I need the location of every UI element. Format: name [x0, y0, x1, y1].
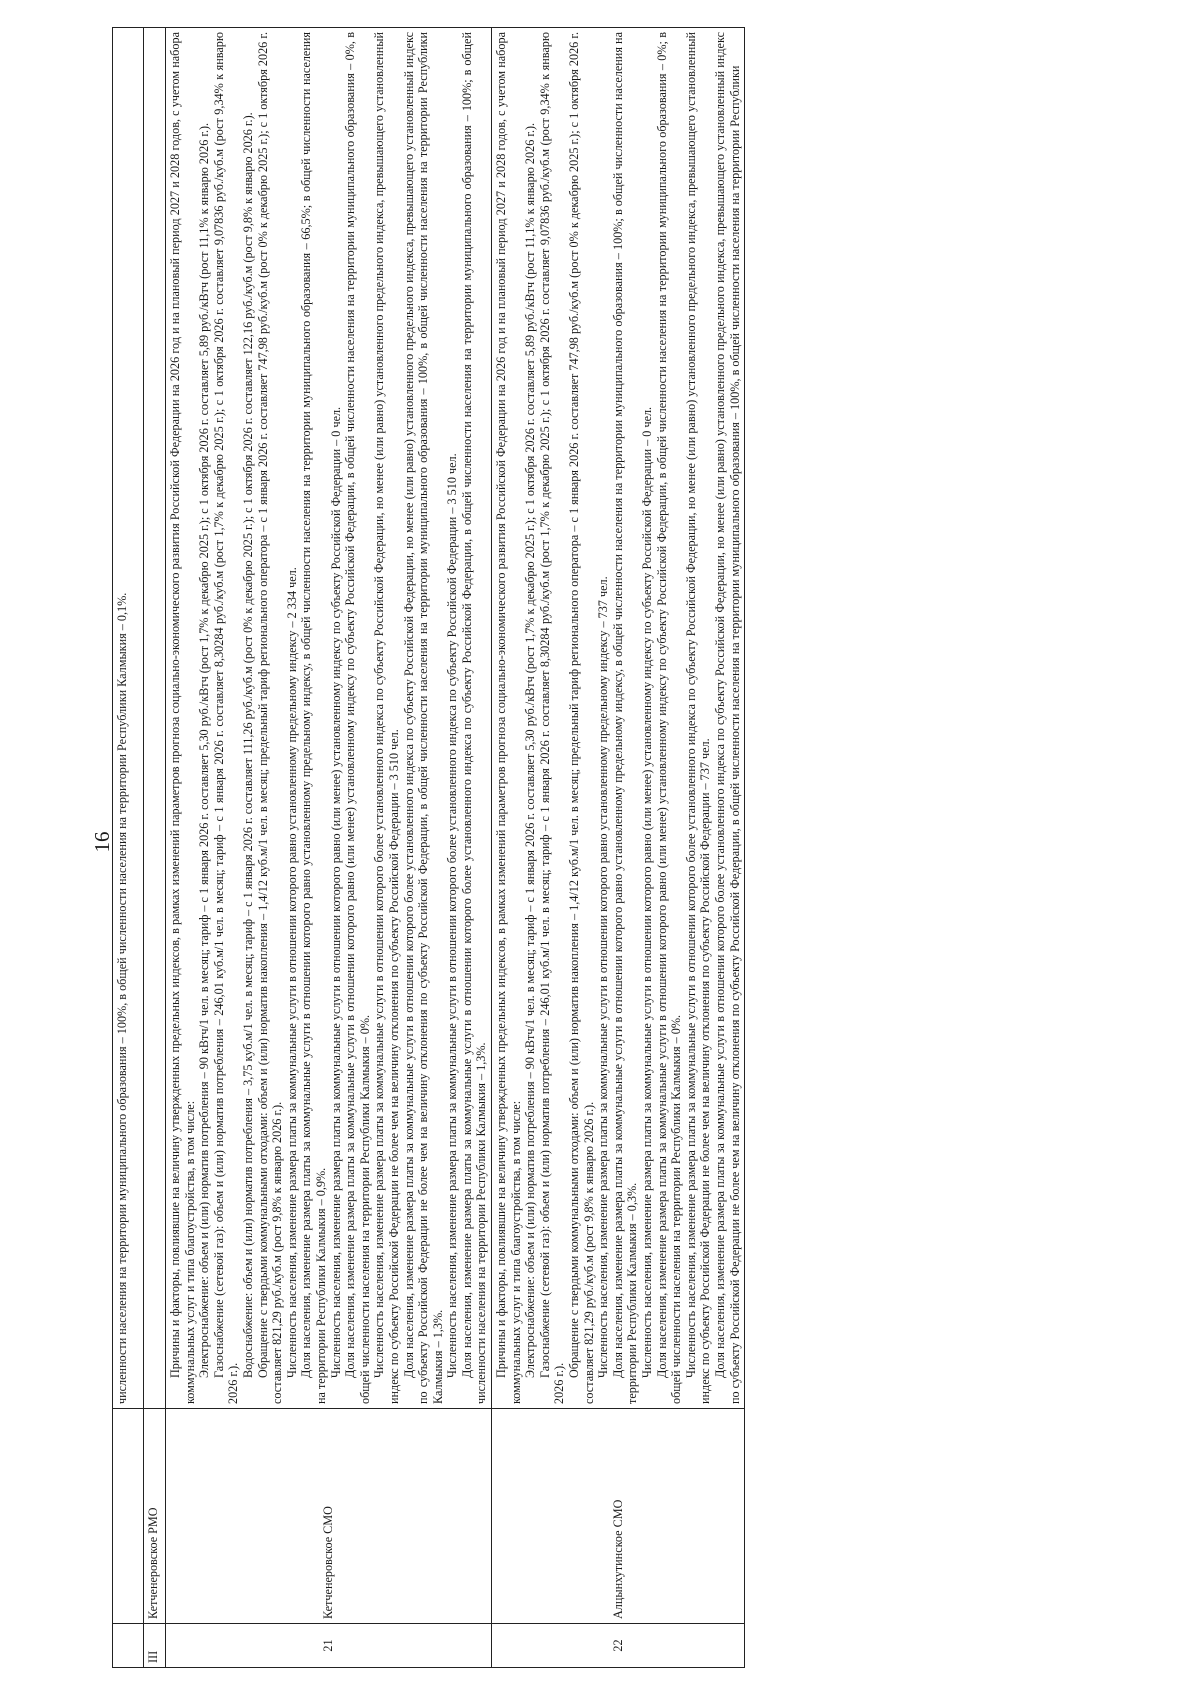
paragraph: Электроснабжение: объем и (или) норматив потребления – 90 кВтч/1 чел. в месяц; тариф – с 1 января 2026 г. составляет 5,30 руб./кВтч (рост 1,7% к декабрю 2025 г.); с 1 октября 2026 г. составляет 5,89 руб./кВтч (рост 11,1% к январю 2026 г.).: [523, 122, 538, 1378]
entry-description: [166, 28, 492, 1409]
paragraph: Численность населения, изменение размера платы за коммунальные услуги в отношении которого более установленного индекса по субъекту Российской Федерации, но менее (или равно) установленного предельного индекса, превышающего установленный индекс по субъекту Российской Федерации не более чем на величину отклонения по субъекту Российской Федерации – 3 510 чел.: [372, 32, 401, 1404]
paragraph: Газоснабжение (сетевой газ): объем и (или) норматив потребления – 246,01 куб.м/1 чел. в месяц; тариф – с 1 января 2026 г. составляет 8,30284 руб./куб.м (рост 1,7% к декабрю 2025 г.); с 1 октября 2026 г. составляет 9,07836 руб./куб.м (рост 9,34% к январю 2026 г.).: [537, 32, 567, 1404]
paragraph: Доля населения, изменение размера платы за коммунальные услуги в отношении которого равно установленному предельному индексу, в общей численности населения на территории муниципального образования – 100%; в общей численности населения на территории Республики Калмыкия – 0,3%.: [610, 32, 640, 1404]
section-empty-cell: [144, 28, 166, 1409]
paragraph: Доля населения, изменение размера платы за коммунальные услуги в отношении которого более установленного индекса по субъекту Российской Федерации, но менее (или равно) установленного предельного индекса, превышающего установленный индекс по субъекту Российской Федерации не более чем на величину отклонения по субъекту Российской Федерации, в общей численности населения на территории муниципального образования – 100%, в общей численности населения на территории Республики Калмыкия – 1,3%.: [401, 32, 445, 1404]
entry-row-21: [166, 28, 492, 1668]
document-table: [112, 27, 745, 1668]
paragraph: Численность населения, изменение размера платы за коммунальные услуги в отношении которого более установленного индекса по субъекту Российской Федерации – 3 510 чел.: [445, 453, 460, 1378]
entry-name: Алцынхутинское СМО: [492, 1409, 745, 1624]
paragraph: Причины и факторы, повлиявшие на величину утвержденных предельных индексов, в рамках изменений параметров прогноза социально-экономического развития Российской Федерации на 2026 год и на плановый период 2027 и 2028 годов, с учетом набора коммунальных услуг и типа благоустройства, в том числе:: [494, 32, 523, 1404]
paragraph: Доля населения, изменение размера платы за коммунальные услуги в отношении которого равно (или менее) установленному индексу по субъекту Российской Федерации, в общей численности населения на территории муниципального образования – 0%; в общей численности населения на территории Республики Калмыкия – 0%.: [654, 32, 684, 1404]
paragraph: Доля населения, изменение размера платы за коммунальные услуги в отношении которого равно (или менее) установленному индексу по субъекту Российской Федерации, в общей численности населения на территории муниципального образования – 0%, в общей численности населения на территории Республики Калмыкия – 0%.: [343, 32, 372, 1404]
page-number: 16: [90, 831, 114, 853]
paragraph: Численность населения, изменение размера платы за коммунальные услуги в отношении которого равно (или менее) установленному индексу по субъекту Российской Федерации – 0 чел.: [640, 406, 654, 1378]
paragraph: Водоснабжение: объем и (или) норматив потребления – 3,75 куб.м/1 чел. в месяц; тариф – с 1 января 2026 г. составляет 111,26 руб./куб.м (рост 0% к декабрю 2025 г.); с 1 октября 2026 г. составляет 122,16 руб./куб.м (рост 9,8% к январю 2026 г.).: [240, 112, 255, 1378]
paragraph: Электроснабжение: объем и (или) норматив потребления – 90 кВтч/1 чел. в месяц; тариф – с 1 января 2026 г. составляет 5,30 руб./кВтч (рост 1,7% к декабрю 2025 г.); с 1 октября 2026 г. составляет 5,89 руб./кВтч (рост 11,1% к январю 2026 г.).: [197, 122, 212, 1378]
entry-row-22: [492, 28, 745, 1668]
paragraph: Доля населения, изменение размера платы за коммунальные услуги в отношении которого равно установленному предельному индексу, в общей численности населения на территории муниципального образования – 66,5%; в общей численности населения на территории Республики Калмыкия – 0,9%.: [299, 32, 328, 1404]
paragraph: Обращение с твердыми коммунальными отходами: объем и (или) норматив накопления – 1,4/12 куб.м/1 чел. в месяц; предельный тариф регионального оператора – с 1 января 2026 г. составляет 747,98 руб./куб.м (рост 0% к декабрю 2025 г.); с 1 октября 2026 г. составляет 821,29 руб./куб.м (рост 9,8% к январю 2026 г.).: [567, 32, 596, 1404]
paragraph: Причины и факторы, повлиявшие на величину утвержденных предельных индексов, в рамках изменений параметров прогноза социально-экономического развития Российской Федерации на 2026 год и на плановый период 2027 и 2028 годов, с учетом набора коммунальных услуг и типа благоустройства, в том числе:: [168, 32, 197, 1404]
paragraph: Обращение с твердыми коммунальными отходами: объем и (или) норматив накопления – 1,4/12 куб.м/1 чел. в месяц; предельный тариф регионального оператора – с 1 января 2026 г. составляет 747,98 руб./куб.м (рост 0% к декабрю 2025 г.); с 1 октября 2026 г. составляет 821,29 руб./куб.м (рост 9,8% к январю 2026 г.).: [255, 32, 285, 1404]
section-roman: III: [144, 1624, 166, 1668]
entry-number: 21: [166, 1624, 492, 1668]
paragraph: Газоснабжение (сетевой газ): объем и (или) норматив потребления – 246,01 куб.м/1 чел. в месяц; тариф – с 1 января 2026 г. составляет 8,30284 руб./куб.м (рост 1,7% к декабрю 2025 г.); с 1 октября 2026 г. составляет 9,07836 руб./куб.м (рост 9,34% к январю 2026 г.).: [211, 32, 241, 1404]
entry-number: 22: [492, 1624, 745, 1668]
paragraph: Численность населения, изменение размера платы за коммунальные услуги в отношении которого равно (или менее) установленному индексу по субъекту Российской Федерации – 0 чел.: [328, 406, 343, 1378]
continuation-text: численности населения на территории муниципального образования – 100%, в общей численности населения на территории Республики Калмыкия – 0,1%.: [113, 28, 144, 1409]
paragraph: Доля населения, изменение размера платы за коммунальные услуги в отношении которого более установленного индекса по субъекту Российской Федерации, но менее (или равно) установленного предельного индекса, превышающего установленный индекс по субъекту Российской Федерации не более чем на величину отклонения по субъекту Российской Федерации, в общей численности населения на территории муниципального образования – 100%, в общей численности населения на территории Республики: [712, 32, 742, 1404]
paragraph: Численность населения, изменение размера платы за коммунальные услуги в отношении которого равно установленному предельному индексу – 2 334 чел.: [284, 567, 299, 1378]
continuation-name-cell: [113, 1409, 144, 1624]
continuation-num-cell: [113, 1624, 144, 1668]
section-row: [144, 28, 166, 1668]
paragraph: Численность населения, изменение размера платы за коммунальные услуги в отношении которого равно установленному предельному индексу – 737 чел.: [596, 576, 611, 1378]
continuation-row: [113, 28, 144, 1668]
entry-description: [492, 28, 745, 1409]
paragraph: Доля населения, изменение размера платы за коммунальные услуги в отношении которого более установленного индекса по субъекту Российской Федерации, в общей численности населения на территории муниципального образования – 100%; в общей численности населения на территории Республики Калмыкия – 1,3%.: [459, 32, 489, 1404]
paragraph: Численность населения, изменение размера платы за коммунальные услуги в отношении которого более установленного индекса по субъекту Российской Федерации, но менее (или равно) установленного предельного индекса, превышающего установленный индекс по субъекту Российской Федерации не более чем на величину отклонения по субъекту Российской Федерации – 737 чел.: [683, 32, 713, 1404]
section-title: Кетченеровское РМО: [144, 1409, 166, 1624]
entry-name: Кетченеровское СМО: [166, 1409, 492, 1624]
